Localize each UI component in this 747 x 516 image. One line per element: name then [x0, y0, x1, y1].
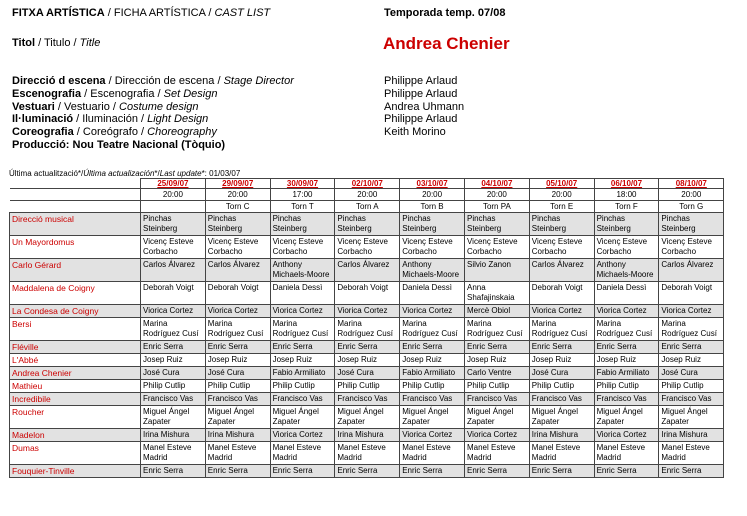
- cast-cell: Viorica Cortez: [659, 305, 724, 318]
- cast-cell: Mercè Obiol: [464, 305, 529, 318]
- cast-cell: Carlos Álvarez: [335, 259, 400, 282]
- cast-cell: José Cura: [205, 367, 270, 380]
- cast-cell: Carlos Álvarez: [141, 259, 206, 282]
- performance-date: 04/10/07: [464, 179, 529, 189]
- credit-role-es: Escenografia: [90, 87, 155, 100]
- performance-date: 03/10/07: [400, 179, 465, 189]
- credit-role-es: Vestuario: [63, 100, 110, 113]
- performance-date: 08/10/07: [659, 179, 724, 189]
- table-row: [10, 465, 724, 478]
- role-name: Madelon: [10, 429, 141, 442]
- credit-role-ca: Producció: Nou Teatre Nacional (Tòquio): [12, 138, 226, 151]
- cast-cell: Viorica Cortez: [400, 305, 465, 318]
- cast-list-heading: [12, 7, 270, 20]
- cast-cell: Enric Serra: [335, 341, 400, 354]
- performance-date: 25/09/07: [141, 179, 206, 189]
- cast-cell: Viorica Cortez: [594, 429, 659, 442]
- table-row: [10, 380, 724, 393]
- cast-cell: José Cura: [529, 367, 594, 380]
- cast-cell: Philip Cutlip: [205, 380, 270, 393]
- credit-sep: /: [137, 113, 148, 126]
- role-name: Andrea Chenier: [10, 367, 141, 380]
- credit-sep: /: [137, 126, 148, 139]
- table-row: [10, 429, 724, 442]
- credit-value: Philippe Arlaud: [384, 113, 458, 126]
- cast-cell: Daniela Dessì: [400, 282, 465, 305]
- cast-cell: Viorica Cortez: [464, 429, 529, 442]
- credit-role-ca: Direcció d escena: [12, 75, 106, 87]
- cast-cell: Carlos Álvarez: [529, 259, 594, 282]
- cast-cell: Viorica Cortez: [529, 305, 594, 318]
- performance-turn: Torn PA: [464, 201, 529, 213]
- cast-cell: José Cura: [335, 367, 400, 380]
- cast-cell: Irina Mishura: [205, 429, 270, 442]
- cast-cell: Daniela Dessì: [594, 282, 659, 305]
- cast-cell: Marina Rodríguez Cusí: [529, 318, 594, 341]
- cast-cell: Pinchas Steinberg: [205, 213, 270, 236]
- performance-turn-row: [10, 201, 724, 213]
- cast-cell: Miguel Ángel Zapater: [141, 406, 206, 429]
- credit-value: Keith Morino: [384, 126, 446, 139]
- cast-cell: Marina Rodríguez Cusí: [400, 318, 465, 341]
- performance-time: 20:00: [464, 189, 529, 201]
- cast-cell: Carlos Álvarez: [659, 259, 724, 282]
- performance-time-row: [10, 189, 724, 201]
- cast-cell: Manel Esteve Madrid: [400, 442, 465, 465]
- cast-cell: Manel Esteve Madrid: [464, 442, 529, 465]
- cast-cell: Anna Shafajinskaia: [464, 282, 529, 305]
- performance-turn: Torn A: [335, 201, 400, 213]
- cast-cell: Francisco Vas: [594, 393, 659, 406]
- credit-row: [12, 113, 512, 126]
- cast-cell: Francisco Vas: [270, 393, 335, 406]
- heading-ca: FITXA ARTÍSTICA: [12, 7, 105, 19]
- credit-sep: /: [214, 75, 224, 87]
- cast-cell: Deborah Voigt: [335, 282, 400, 305]
- cast-cell: Pinchas Steinberg: [335, 213, 400, 236]
- cast-cell: Manel Esteve Madrid: [205, 442, 270, 465]
- cast-cell: Viorica Cortez: [270, 429, 335, 442]
- cast-cell: Marina Rodríguez Cusí: [659, 318, 724, 341]
- table-row: [10, 236, 724, 259]
- cast-cell: Philip Cutlip: [270, 380, 335, 393]
- role-name: Bersi: [10, 318, 141, 341]
- cast-cell: Irina Mishura: [529, 429, 594, 442]
- credit-row: [12, 126, 512, 139]
- cast-cell: Francisco Vas: [205, 393, 270, 406]
- cast-cell: Josep Ruiz: [594, 354, 659, 367]
- cast-cell: Enric Serra: [529, 465, 594, 478]
- title-label-en: Title: [79, 37, 101, 49]
- last-update: Última actualització*/Última actualización*/Last update*: 01/03/07: [9, 169, 241, 178]
- credit-sep: /: [105, 75, 115, 87]
- cast-cell: Miguel Ángel Zapater: [529, 406, 594, 429]
- cast-cell: Enric Serra: [659, 465, 724, 478]
- credit-value: Philippe Arlaud: [384, 87, 458, 100]
- opera-title: Andrea Chenier: [383, 34, 510, 53]
- performance-time: 20:00: [141, 189, 206, 201]
- credit-role-ca: Vestuari: [12, 100, 55, 113]
- cast-cell: Anthony Michaels-Moore: [594, 259, 659, 282]
- cast-cell: Enric Serra: [270, 341, 335, 354]
- heading-sep-2: /: [205, 7, 215, 19]
- cast-cell: Enric Serra: [400, 341, 465, 354]
- performance-date: 06/10/07: [594, 179, 659, 189]
- cast-cell: Pinchas Steinberg: [529, 213, 594, 236]
- cast-cell: Deborah Voigt: [529, 282, 594, 305]
- cast-cell: Manel Esteve Madrid: [141, 442, 206, 465]
- cast-cell: Fabio Armiliato: [270, 367, 335, 380]
- cast-cell: Pinchas Steinberg: [400, 213, 465, 236]
- table-row: [10, 406, 724, 429]
- performance-turn: Torn B: [400, 201, 465, 213]
- cast-cell: Miguel Ángel Zapater: [205, 406, 270, 429]
- credit-role-en: Stage Director: [223, 75, 294, 87]
- cast-cell: Vicenç Esteve Corbacho: [659, 236, 724, 259]
- cast-cell: Josep Ruiz: [400, 354, 465, 367]
- cast-cell: Vicenç Esteve Corbacho: [594, 236, 659, 259]
- cast-cell: Silvio Zanon: [464, 259, 529, 282]
- cast-cell: Viorica Cortez: [400, 429, 465, 442]
- cast-cell: Josep Ruiz: [529, 354, 594, 367]
- role-name: Carlo Gérard: [10, 259, 141, 282]
- cast-cell: Irina Mishura: [141, 429, 206, 442]
- role-name: Maddalena de Coigny: [10, 282, 141, 305]
- cast-cell: Viorica Cortez: [141, 305, 206, 318]
- role-name: Mathieu: [10, 380, 141, 393]
- role-name: Fléville: [10, 341, 141, 354]
- cast-cell: Miguel Ángel Zapater: [659, 406, 724, 429]
- credit-sep: /: [73, 126, 83, 139]
- cast-cell: Miguel Ángel Zapater: [594, 406, 659, 429]
- cast-table: [9, 178, 724, 478]
- cast-cell: Josep Ruiz: [659, 354, 724, 367]
- cast-cell: Josep Ruiz: [270, 354, 335, 367]
- cast-cell: Pinchas Steinberg: [594, 213, 659, 236]
- cast-cell: Vicenç Esteve Corbacho: [141, 236, 206, 259]
- cast-cell: Manel Esteve Madrid: [335, 442, 400, 465]
- cast-cell: Enric Serra: [464, 341, 529, 354]
- heading-en: CAST LIST: [214, 7, 271, 19]
- credit-sep: /: [109, 100, 120, 113]
- cast-cell: Miguel Ángel Zapater: [400, 406, 465, 429]
- role-name: La Condesa de Coigny: [10, 305, 141, 318]
- performance-time: 20:00: [335, 189, 400, 201]
- role-name: Dumas: [10, 442, 141, 465]
- credit-sep: /: [81, 87, 91, 100]
- credit-sep: /: [73, 113, 83, 126]
- cast-cell: José Cura: [141, 367, 206, 380]
- cast-cell: Vicenç Esteve Corbacho: [270, 236, 335, 259]
- cast-cell: Francisco Vas: [529, 393, 594, 406]
- cast-cell: Francisco Vas: [141, 393, 206, 406]
- cast-cell: Irina Mishura: [659, 429, 724, 442]
- table-row: [10, 354, 724, 367]
- cast-cell: Miguel Ángel Zapater: [270, 406, 335, 429]
- cast-cell: Enric Serra: [594, 341, 659, 354]
- performance-turn: Torn C: [205, 201, 270, 213]
- cast-cell: Francisco Vas: [400, 393, 465, 406]
- table-row: [10, 367, 724, 380]
- role-name: L'Abbé: [10, 354, 141, 367]
- cast-cell: Francisco Vas: [659, 393, 724, 406]
- cast-cell: Anthony Michaels-Moore: [270, 259, 335, 282]
- credit-role-en: Light Design: [147, 113, 209, 126]
- cast-cell: Marina Rodríguez Cusí: [205, 318, 270, 341]
- cast-cell: Vicenç Esteve Corbacho: [529, 236, 594, 259]
- table-row: [10, 259, 724, 282]
- update-date: 01/03/07: [209, 169, 241, 178]
- table-row: [10, 318, 724, 341]
- cast-cell: Pinchas Steinberg: [141, 213, 206, 236]
- role-name: Roucher: [10, 406, 141, 429]
- cast-cell: Viorica Cortez: [205, 305, 270, 318]
- performance-time: 20:00: [659, 189, 724, 201]
- cast-cell: Deborah Voigt: [205, 282, 270, 305]
- cast-cell: Marina Rodríguez Cusí: [335, 318, 400, 341]
- performance-date: 29/09/07: [205, 179, 270, 189]
- cast-cell: Marina Rodríguez Cusí: [594, 318, 659, 341]
- update-en: Last update: [159, 169, 202, 178]
- performance-turn: Torn T: [270, 201, 335, 213]
- cast-cell: Viorica Cortez: [270, 305, 335, 318]
- credit-row: [12, 139, 512, 152]
- performance-time: 20:00: [400, 189, 465, 201]
- table-row: [10, 393, 724, 406]
- cast-cell: Carlo Ventre: [464, 367, 529, 380]
- cast-cell: Carlos Álvarez: [205, 259, 270, 282]
- credit-row: [12, 88, 512, 101]
- cast-cell: Enric Serra: [141, 341, 206, 354]
- heading-es: FICHA ARTÍSTICA: [113, 7, 206, 19]
- cast-cell: Pinchas Steinberg: [270, 213, 335, 236]
- cast-cell: Enric Serra: [529, 341, 594, 354]
- table-row: [10, 213, 724, 236]
- cast-cell: Manel Esteve Madrid: [270, 442, 335, 465]
- cast-cell: Philip Cutlip: [141, 380, 206, 393]
- table-row: [10, 442, 724, 465]
- title-label: [12, 37, 100, 50]
- role-name: Un Mayordomus: [10, 236, 141, 259]
- cast-cell: Enric Serra: [464, 465, 529, 478]
- cast-cell: Deborah Voigt: [141, 282, 206, 305]
- performance-time: 20:00: [205, 189, 270, 201]
- cast-cell: Vicenç Esteve Corbacho: [205, 236, 270, 259]
- cast-cell: Philip Cutlip: [464, 380, 529, 393]
- performance-turn: [141, 201, 206, 213]
- credit-sep: /: [54, 100, 64, 113]
- performance-time: 17:00: [270, 189, 335, 201]
- performance-date: 30/09/07: [270, 179, 335, 189]
- cast-cell: Marina Rodríguez Cusí: [141, 318, 206, 341]
- heading-sep-1: /: [104, 7, 114, 19]
- cast-cell: Manel Esteve Madrid: [659, 442, 724, 465]
- cast-cell: Philip Cutlip: [400, 380, 465, 393]
- header-blank-cell: [10, 189, 141, 201]
- cast-cell: Josep Ruiz: [141, 354, 206, 367]
- update-ca: Última actualització: [9, 169, 78, 178]
- role-name: Incredibile: [10, 393, 141, 406]
- credit-row: [12, 75, 512, 88]
- header-blank-cell: [10, 179, 141, 189]
- cast-cell: Viorica Cortez: [594, 305, 659, 318]
- cast-cell: Deborah Voigt: [659, 282, 724, 305]
- cast-cell: Vicenç Esteve Corbacho: [400, 236, 465, 259]
- cast-cell: Irina Mishura: [335, 429, 400, 442]
- header-blank-cell: [10, 201, 141, 213]
- table-row: [10, 305, 724, 318]
- credit-role-en: Set Design: [163, 87, 218, 100]
- credit-role-en: Choreography: [147, 126, 217, 139]
- title-sep-1: /: [35, 37, 44, 49]
- credit-role-en: Costume design: [119, 100, 199, 113]
- credit-role-es: Coreógrafo: [82, 126, 138, 139]
- cast-cell: Vicenç Esteve Corbacho: [335, 236, 400, 259]
- cast-cell: Enric Serra: [141, 465, 206, 478]
- update-es: Última actualización: [83, 169, 155, 178]
- cast-cell: Miguel Ángel Zapater: [335, 406, 400, 429]
- cast-cell: Philip Cutlip: [594, 380, 659, 393]
- title-label-ca: Titol: [12, 37, 36, 49]
- cast-cell: Philip Cutlip: [529, 380, 594, 393]
- cast-cell: Pinchas Steinberg: [659, 213, 724, 236]
- credit-value: Andrea Uhmann: [384, 100, 465, 113]
- cast-cell: Marina Rodríguez Cusí: [270, 318, 335, 341]
- cast-cell: Enric Serra: [205, 465, 270, 478]
- credit-role-ca: Il·luminació: [12, 113, 74, 126]
- cast-cell: Pinchas Steinberg: [464, 213, 529, 236]
- cast-cell: Fabio Armiliato: [400, 367, 465, 380]
- credit-value: Philippe Arlaud: [384, 75, 458, 87]
- cast-cell: Josep Ruiz: [335, 354, 400, 367]
- cast-cell: Viorica Cortez: [335, 305, 400, 318]
- performance-time: 20:00: [529, 189, 594, 201]
- cast-cell: Philip Cutlip: [659, 380, 724, 393]
- cast-cell: Josep Ruiz: [464, 354, 529, 367]
- cast-cell: Enric Serra: [335, 465, 400, 478]
- role-name: Fouquier-Tinville: [10, 465, 141, 478]
- cast-cell: Fabio Armiliato: [594, 367, 659, 380]
- credit-role-ca: Escenografia: [12, 87, 82, 100]
- credit-role-es: Iluminación: [82, 113, 138, 126]
- performance-date: 02/10/07: [335, 179, 400, 189]
- cast-cell: Miguel Ángel Zapater: [464, 406, 529, 429]
- cast-cell: Enric Serra: [659, 341, 724, 354]
- performance-time: 18:00: [594, 189, 659, 201]
- cast-cell: Daniela Dessì: [270, 282, 335, 305]
- table-row: [10, 341, 724, 354]
- cast-cell: Josep Ruiz: [205, 354, 270, 367]
- cast-cell: Enric Serra: [270, 465, 335, 478]
- cast-cell: Manel Esteve Madrid: [529, 442, 594, 465]
- performance-turn: Torn G: [659, 201, 724, 213]
- cast-cell: Philip Cutlip: [335, 380, 400, 393]
- title-sep-2: /: [70, 37, 80, 49]
- performance-date: 05/10/07: [529, 179, 594, 189]
- credit-role-ca: Coreografia: [12, 126, 74, 139]
- credits-list: [12, 75, 512, 152]
- performance-turn: Torn E: [529, 201, 594, 213]
- cast-cell: José Cura: [659, 367, 724, 380]
- cast-cell: Enric Serra: [205, 341, 270, 354]
- performance-turn: Torn F: [594, 201, 659, 213]
- cast-cell: Enric Serra: [594, 465, 659, 478]
- cast-cell: Marina Rodríguez Cusí: [464, 318, 529, 341]
- cast-cell: Vicenç Esteve Corbacho: [464, 236, 529, 259]
- cast-cell: Enric Serra: [400, 465, 465, 478]
- season-label: Temporada temp. 07/08: [384, 7, 506, 19]
- cast-cell: Francisco Vas: [464, 393, 529, 406]
- credit-sep: /: [154, 87, 164, 100]
- performance-date-row: [10, 179, 724, 189]
- cast-cell: Francisco Vas: [335, 393, 400, 406]
- cast-cell: Manel Esteve Madrid: [594, 442, 659, 465]
- title-label-es: Titulo: [44, 37, 71, 49]
- credit-role-es: Dirección de escena: [114, 75, 215, 87]
- cast-cell: Anthony Michaels-Moore: [400, 259, 465, 282]
- role-name: Direcció musical: [10, 213, 141, 236]
- table-row: [10, 282, 724, 305]
- credit-row: [12, 101, 512, 114]
